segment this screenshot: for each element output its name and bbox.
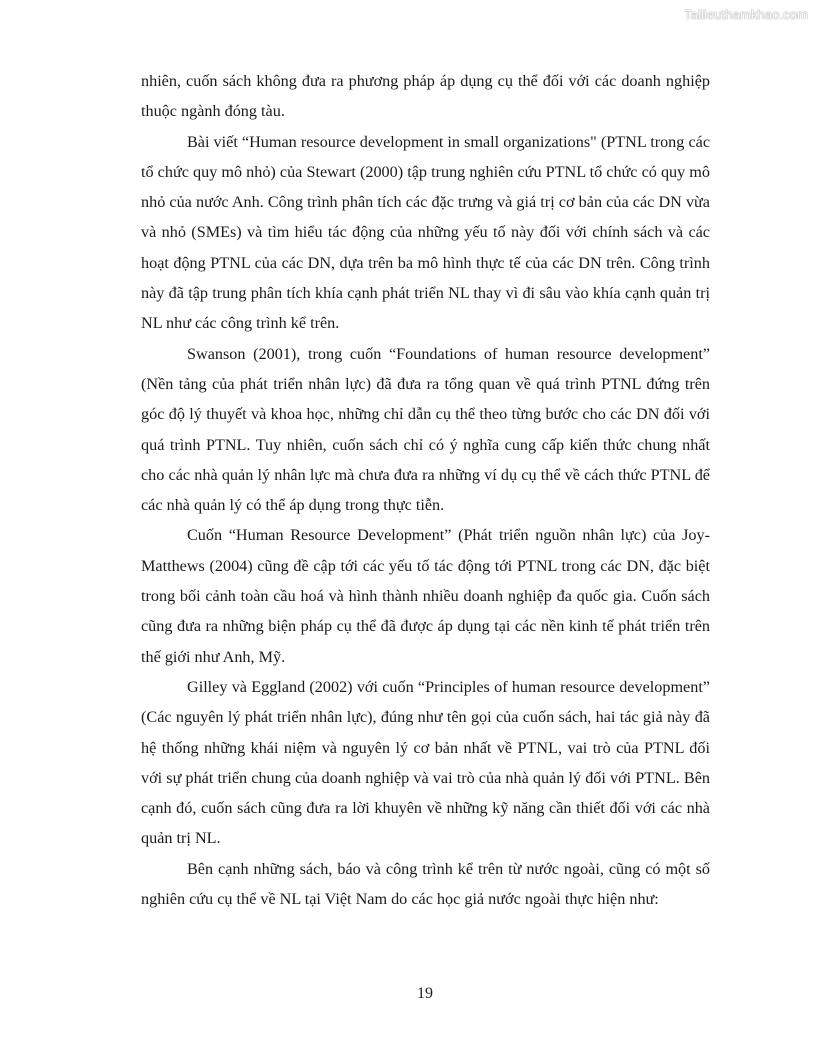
- paragraph-joy-matthews: Cuốn “Human Resource Development” (Phát triển nguồn nhân lực) của Joy-Matthews (2004) cũng đề cập tới các yếu tố tác động tới PTNL trong các DN, đặc biệt trong bối cảnh toàn cầu hoá và hình thành nhiều doanh nghiệp đa quốc gia. Cuốn sách cũng đưa ra những biện pháp cụ thể đã được áp dụng tại các nền kinh tế phát triển trên thế giới như Anh, Mỹ.: [141, 526, 710, 666]
- paragraph-swanson: Swanson (2001), trong cuốn “Foundations of human resource development” (Nền tảng của phát triển nhân lực) đã đưa ra tổng quan về quá trình PTNL đứng trên góc độ lý thuyết và khoa học, những chỉ dẫn cụ thể theo từng bước cho các DN đối với quá trình PTNL. Tuy nhiên, cuốn sách chỉ có ý nghĩa cung cấp kiến thức chung nhất cho các nhà quản lý nhân lực mà chưa đưa ra những ví dụ cụ thể về cách thức PTNL để các nhà quản lý có thể áp dụng trong thực tiễn.: [141, 344, 710, 515]
- paragraph-vietnam-studies: Bên cạnh những sách, báo và công trình kể trên từ nước ngoài, cũng có một số nghiên cứu cụ thể về NL tại Việt Nam do các học giả nước ngoài thực hiện như:: [141, 859, 710, 909]
- paragraph-gilley-eggland: Gilley và Eggland (2002) với cuốn “Principles of human resource development” (Các nguyên lý phát triển nhân lực), đúng như tên gọi của cuốn sách, hai tác giả này đã hệ thống những khái niệm và nguyên lý cơ bản nhất về PTNL, vai trò của PTNL đối với sự phát triển chung của doanh nghiệp và vai trò của nhà quản lý đối với PTNL. Bên cạnh đó, cuốn sách cũng đưa ra lời khuyên về những kỹ năng cần thiết đối với các nhà quản trị NL.: [141, 677, 710, 848]
- paragraph-stewart: Bài viết “Human resource development in small organizations" (PTNL trong các tổ chức quy mô nhỏ) của Stewart (2000) tập trung nghiên cứu PTNL tổ chức có quy mô nhỏ của nước Anh. Công trình phân tích các đặc trưng và giá trị cơ bản của các DN vừa và nhỏ (SMEs) và tìm hiểu tác động của những yếu tố này đối với chính sách và các hoạt động PTNL của các DN, dựa trên ba mô hình thực tế của các DN trên. Công trình này đã tập trung phân tích khía cạnh phát triển NL thay vì đi sâu vào khía cạnh quản trị NL như các công trình kể trên.: [141, 132, 710, 333]
- page-number: 19: [417, 985, 433, 1002]
- page-body: [141, 66, 710, 914]
- watermark: Tailieuthamkhao.com: [683, 7, 808, 22]
- paragraph-continued: nhiên, cuốn sách không đưa ra phương pháp áp dụng cụ thể đối với các doanh nghiệp thuộc ngành đóng tàu.: [141, 72, 710, 121]
